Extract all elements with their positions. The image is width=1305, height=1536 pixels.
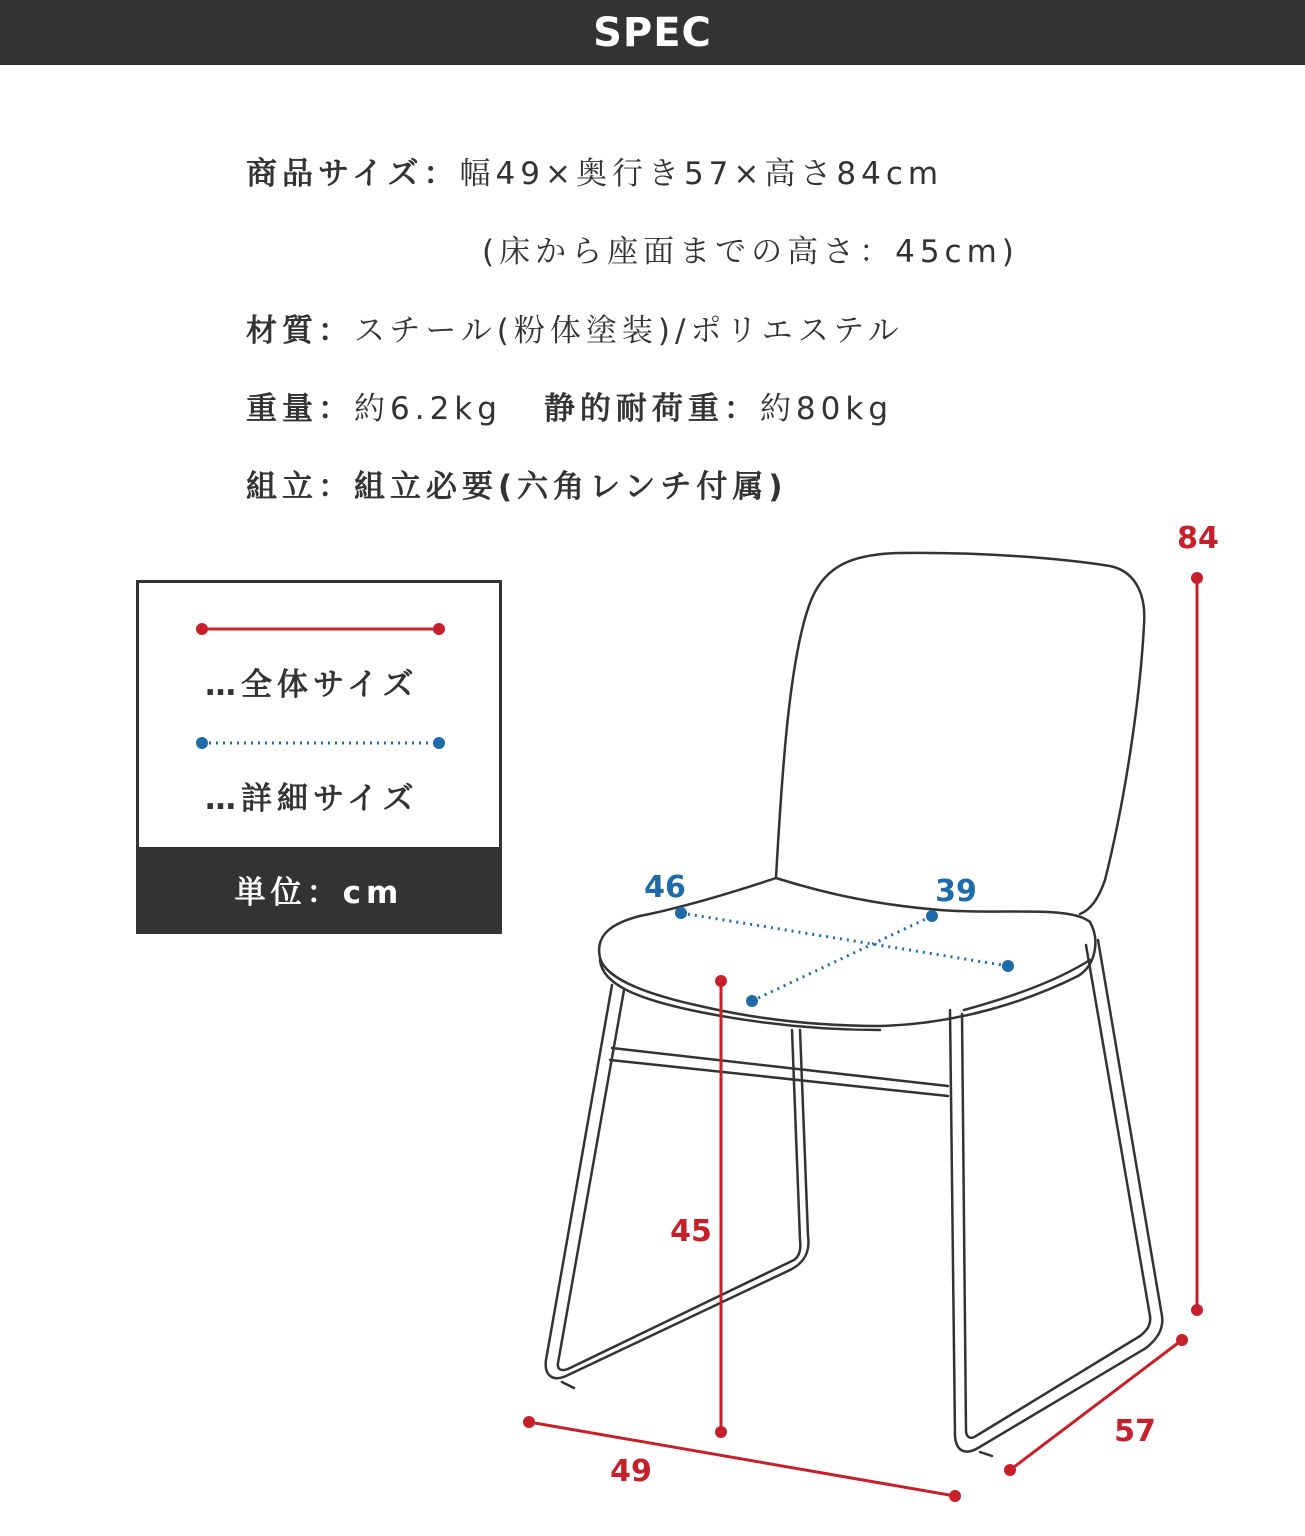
seat-height-note: (床から座面までの高さ：45cm) bbox=[482, 234, 1019, 270]
unit-label: 単位：cm bbox=[234, 874, 404, 911]
size-value: 幅49×奥行き57×高さ84cm bbox=[459, 156, 944, 192]
chair-right-rail bbox=[964, 960, 1090, 1010]
chair-right-leg-inner bbox=[962, 945, 1150, 1438]
dim-depth-label: 57 bbox=[1114, 1414, 1156, 1449]
load-value: 約80kg bbox=[759, 391, 894, 427]
dim-seat-depth bbox=[746, 874, 977, 1007]
chair-foot-right bbox=[980, 1452, 992, 1456]
chair-outline bbox=[546, 553, 1163, 1456]
chair-cross-bar-top bbox=[612, 1048, 948, 1086]
dim-width-line bbox=[529, 1422, 955, 1496]
dim-width-dot-right bbox=[949, 1490, 961, 1502]
weight-value: 約6.2kg bbox=[354, 391, 502, 427]
dim-seat-width-dot-right bbox=[1002, 960, 1014, 972]
dim-depth-dot-right bbox=[1176, 1334, 1188, 1346]
dim-seat-depth-dot-front bbox=[746, 995, 758, 1007]
dim-seat-width-line bbox=[681, 913, 1008, 966]
dim-width bbox=[523, 1416, 961, 1502]
assembly-label: 組立： bbox=[246, 469, 354, 505]
dim-seat-height-label: 45 bbox=[670, 1214, 712, 1249]
dim-height-dot-top bbox=[1191, 572, 1203, 584]
dim-height-label: 84 bbox=[1177, 521, 1219, 556]
material-value: スチール(粉体塗装)/ポリエステル bbox=[354, 313, 904, 349]
size-label: 商品サイズ： bbox=[246, 156, 460, 192]
dim-height bbox=[1177, 521, 1219, 1316]
dim-seat-depth-label: 39 bbox=[935, 874, 977, 909]
dim-seat-width-label: 46 bbox=[644, 870, 686, 905]
dim-seat-height-dot-bottom bbox=[715, 1426, 727, 1438]
dim-seat-height-dot-top bbox=[715, 975, 727, 987]
chair-left-leg-inner bbox=[558, 990, 800, 1370]
dim-height-dot-bottom bbox=[1191, 1304, 1203, 1316]
dim-width-label: 49 bbox=[610, 1454, 652, 1489]
spec-title: SPEC bbox=[593, 9, 712, 56]
load-label: 静的耐荷重： bbox=[543, 391, 760, 427]
chair-seat-edge bbox=[600, 960, 880, 1030]
legend-detail-label: …詳細サイズ bbox=[205, 781, 419, 817]
dim-seat-width-dot-left bbox=[675, 907, 687, 919]
chair-backrest bbox=[776, 553, 1144, 914]
material-label: 材質： bbox=[246, 313, 354, 349]
dim-seat-height bbox=[670, 975, 727, 1438]
chair-foot-left bbox=[562, 1382, 574, 1388]
assembly-value: 組立必要(六角レンチ付属) bbox=[354, 469, 788, 505]
dim-depth-line bbox=[1010, 1340, 1182, 1470]
dim-seat-depth-dot-back bbox=[926, 910, 938, 922]
legend-overall-label: …全体サイズ bbox=[205, 667, 419, 703]
weight-label: 重量： bbox=[246, 391, 354, 427]
chair-cross-bar-bottom bbox=[610, 1060, 948, 1096]
dim-depth bbox=[1004, 1334, 1188, 1476]
chair-left-leg bbox=[546, 985, 809, 1378]
dim-depth-dot-left bbox=[1004, 1464, 1016, 1476]
dim-width-dot-left bbox=[523, 1416, 535, 1428]
